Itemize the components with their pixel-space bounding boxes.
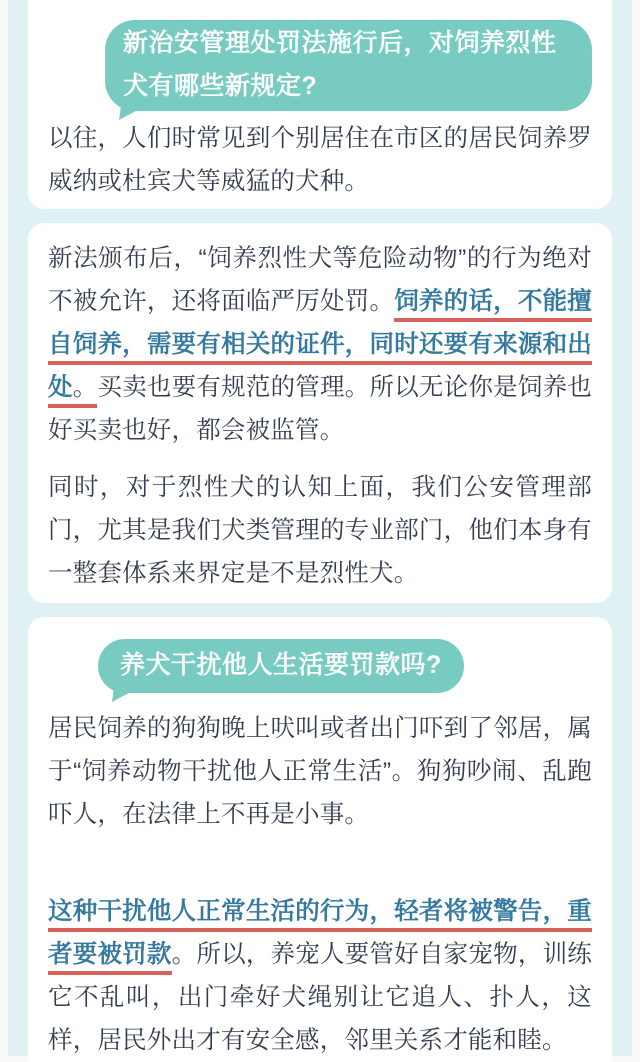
text-run-normal: 。所以，养宠人要管好自家宠物，训练它不乱叫，出门牵好犬绳别让它追人、扑人，这样，居民外出才有安全感，邻里关系才能和睦。 [48,941,593,1054]
text-run-normal: 以往，人们时常见到个别居住在市区的居民饲养罗威纳或杜宾犬等威猛的犬种。 [48,125,592,195]
paragraph [48,707,592,836]
text-run-normal: 新法颁布后，“饲养烈性犬等危险动物”的行为绝对不被允许，还将面临严厉处罚。 [48,245,592,315]
content-card-answer-1 [28,223,612,603]
text-run-hl: 饲养的话，不能擅自饲养，需要有相关的证件，同时还要有来源和出处 [48,288,592,408]
text-run-ul: 。 [73,374,98,408]
text-run-normal: 买卖也要有规范的管理。所以无论你是饲养也好买卖也好，都会被监管。 [48,374,593,444]
content-card-question-2 [28,617,612,1062]
question-bubble-1 [105,20,592,111]
text-run-hl: 这种干扰他人正常生活的行为，轻者将被警告，重者要被罚款 [48,898,592,975]
text-run-normal: 居民饲养的狗狗晚上吠叫或者出门吓到了邻居，属于“饲养动物干扰他人正常生活”。狗狗吵闹、乱跑吓人，在法律上不再是小事。 [48,715,592,828]
content-card-question-1 [28,0,612,209]
paragraph [48,466,592,595]
article-page-background [8,0,632,1056]
question-1-text: 新治安管理处罚法施行后，对饲养烈性犬有哪些新规定? [123,29,557,100]
paragraph [48,237,592,452]
paragraph [48,117,592,203]
question-bubble-2 [98,639,464,693]
bubble-tail-icon [112,677,139,702]
text-run-normal: 同时，对于烈性犬的认知上面，我们公安管理部门，尤其是我们犬类管理的专业部门，他们本身有一整套体系来界定是不是烈性犬。 [48,474,592,587]
question-2-text: 养犬干扰他人生活要罚款吗? [120,651,442,679]
paragraph [48,890,592,1062]
